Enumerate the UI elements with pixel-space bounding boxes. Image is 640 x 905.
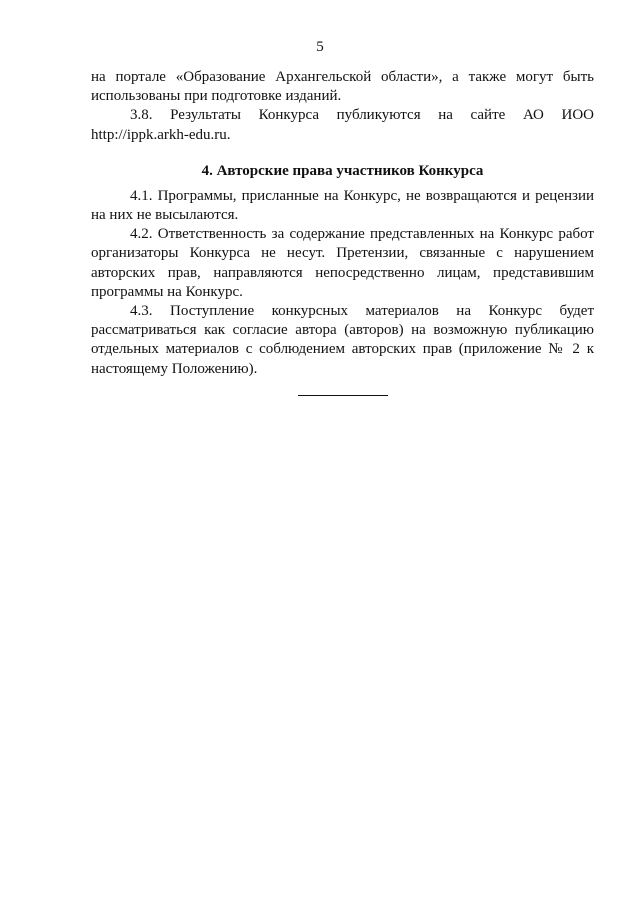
paragraph-continuation: на портале «Образование Архангельской области», а также могут быть использованы при подготовке изданий.	[91, 69, 594, 105]
paragraph-3-8: 3.8. Результаты Конкурса публикуются на сайте АО ИОО http://ippk.arkh-edu.ru.	[91, 107, 594, 143]
paragraph-4-3: 4.3. Поступление конкурсных материалов на Конкурс будет рассматриваться как согласие автора (авторов) на возможную публикацию отдельных материалов с соблюдением авторских прав (приложение № 2 к настоящему Положению).	[91, 303, 594, 377]
paragraph-4-2: 4.2. Ответственность за содержание представленных на Конкурс работ организаторы Конкурса не несут. Претензии, связанные с нарушением авторских прав, направляются непосредственно лицам, представившим программы на Конкурс.	[91, 226, 594, 300]
page-number: 5	[316, 39, 324, 55]
document-body	[91, 68, 594, 379]
end-divider-line	[298, 395, 388, 396]
section-4-heading: 4. Авторские права участников Конкурса	[201, 162, 484, 179]
paragraph-4-1: 4.1. Программы, присланные на Конкурс, не возвращаются и рецензии на них не высылаются.	[91, 187, 594, 224]
